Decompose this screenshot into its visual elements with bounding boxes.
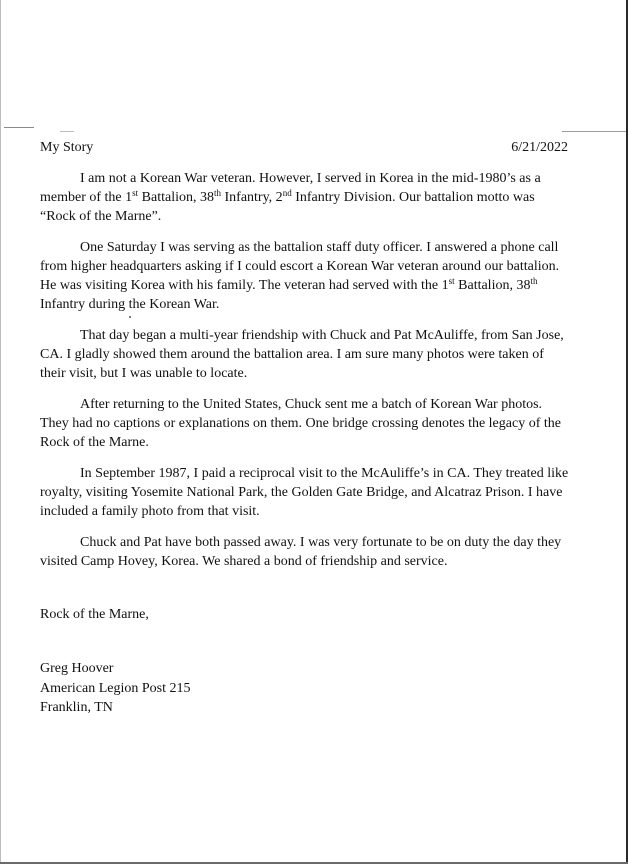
ordinal-suffix: st xyxy=(448,276,455,286)
paragraph-2-text-a: One Saturday I was serving as the battalion staff duty officer. I answered a phone call from higher headquarters asking if I could escort a Korean War veteran around our battalion. He was visiting Korea with his family. The veteran had served with the 1 xyxy=(40,240,560,293)
paragraph-3: That day began a multi-year friendship with Chuck and Pat McAuliffe, from San Jose, CA. I gladly showed them around the battalion area. I am sure many photos were taken of their visit, but I was unable to locate. xyxy=(40,328,564,381)
signature-name: Greg Hoover xyxy=(40,661,114,676)
letter-date: 6/21/2022 xyxy=(511,140,568,155)
letter-document xyxy=(40,138,570,718)
ordinal-suffix: st xyxy=(132,188,139,198)
paragraph-1-text-c: Infantry, 2 xyxy=(221,190,283,205)
signature-organization: American Legion Post 215 xyxy=(40,680,191,696)
scan-artifact-line xyxy=(4,127,34,128)
paragraph-2 xyxy=(40,238,570,314)
signature-block xyxy=(40,659,570,718)
ordinal-suffix: th xyxy=(530,276,538,286)
letter-header xyxy=(40,138,570,157)
paragraph-4: After returning to the United States, Chuck sent me a batch of Korean War photos. They had no captions or explanations on them. One bridge crossing denotes the legacy of the Rock of the Marne. xyxy=(40,397,561,450)
scan-artifact-line xyxy=(60,131,74,132)
letter-title: My Story xyxy=(40,140,94,155)
paragraph-6: Chuck and Pat have both passed away. I was very fortunate to be on duty the day they visited Camp Hovey, Korea. We shared a bond of friendship and service. xyxy=(40,535,562,569)
scan-edge-left xyxy=(0,0,1,864)
ordinal-suffix: nd xyxy=(282,188,292,198)
scan-artifact-line xyxy=(562,131,626,132)
paragraph-2-text-b: Battalion, 38 xyxy=(454,278,531,293)
ordinal-suffix: th xyxy=(213,188,221,198)
paragraph-1-text-d: Infantry Division. Our battalion motto was “Rock of the Marne”. xyxy=(40,190,535,224)
paragraph-5: In September 1987, I paid a reciprocal visit to the McAuliffe’s in CA. They treated like royalty, visiting Yosemite National Park, the Golden Gate Bridge, and Alcatraz Prison. I have included a family photo from that visit. xyxy=(40,466,569,519)
paragraph-1-text-a: I am not a Korean War veteran. However, I served in Korea in the mid-1980’s as a member of the 1 xyxy=(40,171,541,205)
paragraph-1 xyxy=(40,169,570,226)
letter-closing: Rock of the Marne, xyxy=(40,607,149,622)
paragraph-2-text-c: Infantry during the Korean War. xyxy=(40,297,220,312)
signature-location: Franklin, TN xyxy=(40,700,113,715)
paragraph-1-text-b: Battalion, 38 xyxy=(138,190,214,205)
